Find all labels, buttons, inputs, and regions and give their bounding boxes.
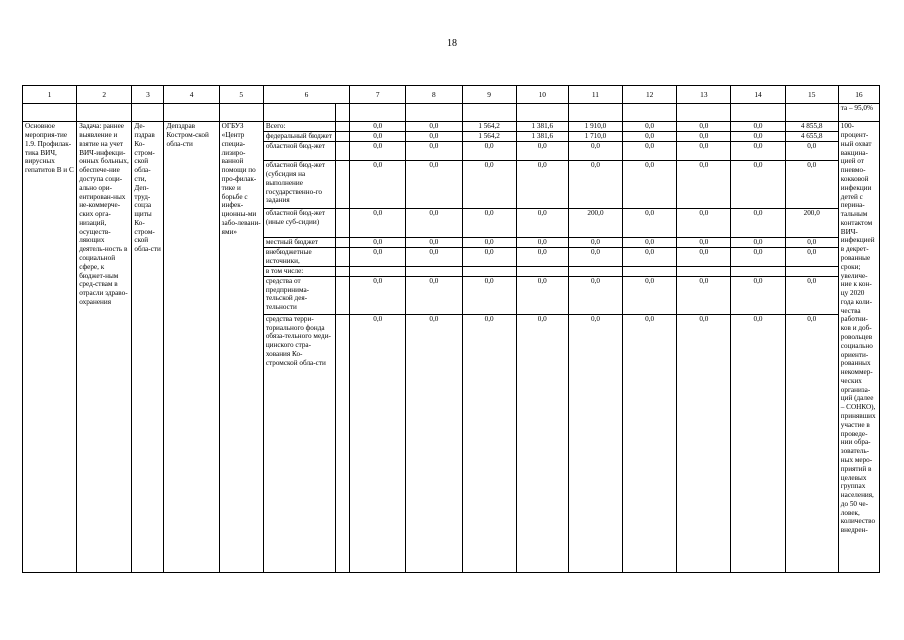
empty-cell [263,104,335,122]
funding-value-cell: 4 855,8 [785,122,838,132]
funding-value-cell: 0,0 [568,314,622,572]
funding-value-cell: 0,0 [623,276,677,314]
funding-value-cell: 200,0 [785,209,838,238]
empty-cell [350,104,406,122]
funding-value-cell [462,266,516,276]
continuation-row [23,104,880,122]
funding-value-cell: 0,0 [406,248,462,267]
funding-value-cell: 0,0 [677,248,731,267]
funding-value-cell: 0,0 [731,248,785,267]
funding-value-cell [677,266,731,276]
funding-value-cell: 0,0 [677,132,731,142]
empty-cell [462,104,516,122]
funding-value-cell [623,266,677,276]
header-cell: 1 [23,86,77,104]
header-cell: 13 [677,86,731,104]
funding-value-cell: 0,0 [406,122,462,132]
header-cell: 7 [350,86,406,104]
header-cell: 8 [406,86,462,104]
funding-value-cell: 0,0 [623,122,677,132]
empty-cell [731,104,785,122]
funding-value-cell: 0,0 [677,122,731,132]
page-number: 18 [447,38,457,49]
funding-value-cell: 0,0 [731,209,785,238]
funding-value-cell: 0,0 [350,122,406,132]
funding-value-cell: 0,0 [785,248,838,267]
funding-value-cell: 0,0 [406,276,462,314]
empty-cell [77,104,132,122]
funding-value-cell: 0,0 [462,314,516,572]
funding-value-cell: 0,0 [568,238,622,248]
funding-value-cell [516,266,568,276]
header-cell: 9 [462,86,516,104]
funding-value-cell [785,266,838,276]
funding-value-cell: 0,0 [462,161,516,209]
funding-value-cell: 0,0 [677,276,731,314]
funding-value-cell: 0,0 [568,161,622,209]
funding-value-cell: 0,0 [623,314,677,572]
funding-source-label: местный бюджет [263,238,335,248]
funding-value-cell: 0,0 [785,142,838,161]
header-row [23,86,880,104]
funding-value-cell: 0,0 [516,314,568,572]
funding-source-label: в том числе: [263,266,335,276]
funding-value-cell: 0,0 [350,132,406,142]
header-cell: 10 [516,86,568,104]
funding-value-cell: 0,0 [785,276,838,314]
funding-value-cell: 0,0 [731,238,785,248]
expected-result-cell: 100-процент-ный охват вакцина-цией от пневмо-кокковой инфекции детей с перина-тальным контактом ВИЧ-инфекцией в декрет-рованные сроки; увеличе-ние к кон-цу 2020 года коли-чества работни-ков и доб-ровольцев социально ориенти-рованных некоммер-ческих организа-ций (далее – СОНКО), принявших участие в проведе-нии обра-зователь-ных меро-приятий в целевых группах населения, до 50 че-ловек, количество внедрен- [838,122,879,573]
funding-value-cell: 4 655,8 [785,132,838,142]
funding-value-cell: 0,0 [677,209,731,238]
responsible-cell: Де-пздрав Ко-стром-ской обла-сти, Деп-труд-соцза щиты Ко-стром-ской обла-сти [132,122,164,573]
funding-value-cell: 0,0 [350,161,406,209]
funding-value-cell: 0,0 [350,314,406,572]
header-cell: 12 [623,86,677,104]
funding-value-cell: 0,0 [516,238,568,248]
empty-cell [336,132,350,142]
funding-value-cell: 0,0 [516,276,568,314]
header-cell: 11 [568,86,622,104]
funding-value-cell: 0,0 [516,161,568,209]
funding-value-cell: 0,0 [785,314,838,572]
funding-value-cell: 0,0 [731,142,785,161]
funding-value-cell [731,266,785,276]
funding-source-label: областной бюд-жет [263,142,335,161]
empty-cell [336,122,350,132]
expected-result-continuation: та – 95,0% [838,104,879,122]
funding-value-cell: 0,0 [462,276,516,314]
funding-value-cell: 0,0 [350,276,406,314]
header-cell: 15 [785,86,838,104]
funding-value-cell: 0,0 [516,248,568,267]
funding-value-cell: 0,0 [568,248,622,267]
funding-value-cell: 0,0 [731,276,785,314]
funding-value-cell: 0,0 [406,161,462,209]
empty-cell [336,142,350,161]
empty-cell [516,104,568,122]
executor-cell: ОГБУЗ «Центр специа-лизиро-ванной помощи по про-филак-тике и борьбе с инфек-ционны-ми забо-левани-ями» [219,122,263,573]
funding-value-cell [406,266,462,276]
funding-source-label: Всего: [263,122,335,132]
funding-source-label: внебюджетные источники, [263,248,335,267]
funding-value-cell: 0,0 [568,142,622,161]
empty-cell [568,104,622,122]
funding-value-cell: 0,0 [462,142,516,161]
funding-source-label: областной бюд-жет (субсидия на выполнение государственно-го задания [263,161,335,209]
funding-source-label: федеральный бюджет [263,132,335,142]
funding-value-cell: 0,0 [677,142,731,161]
empty-cell [132,104,164,122]
funding-value-cell: 0,0 [731,314,785,572]
funding-value-cell: 0,0 [623,248,677,267]
header-cell: 4 [164,86,219,104]
funding-value-cell: 0,0 [623,132,677,142]
funding-value-cell: 0,0 [462,248,516,267]
funding-value-cell: 1 710,0 [568,132,622,142]
header-cell: 3 [132,86,164,104]
funding-value-cell: 0,0 [406,238,462,248]
funding-value-cell [350,266,406,276]
funding-value-cell: 0,0 [731,122,785,132]
header-cell: 6 [263,86,349,104]
empty-cell [406,104,462,122]
funding-value-cell: 0,0 [677,161,731,209]
funding-value-cell: 0,0 [731,161,785,209]
empty-cell [164,104,219,122]
event-name-cell: Основное мероприя-тие 1.9. Профилак-тика ВИЧ, вирусных гепатитов В и С [23,122,77,573]
table-row [23,122,880,132]
header-cell: 16 [838,86,879,104]
empty-cell [336,104,350,122]
empty-cell [336,314,350,572]
funding-value-cell: 0,0 [350,142,406,161]
funding-value-cell: 0,0 [568,276,622,314]
funding-value-cell: 0,0 [677,238,731,248]
header-cell: 2 [77,86,132,104]
funding-value-cell: 0,0 [623,142,677,161]
funding-value-cell: 0,0 [406,142,462,161]
empty-cell [336,248,350,267]
funding-value-cell: 200,0 [568,209,622,238]
empty-cell [623,104,677,122]
funding-source-label: средства терри-ториального фонда обяза-тельного меди-цинского стра-хования Ко-стромской обла-сти [263,314,335,572]
header-cell: 14 [731,86,785,104]
empty-cell [23,104,77,122]
funding-value-cell: 0,0 [785,238,838,248]
funding-value-cell [568,266,622,276]
header-cell: 5 [219,86,263,104]
funding-value-cell: 0,0 [731,132,785,142]
empty-cell [336,266,350,276]
funding-source-label: средства от предпринима-тельской дея-тельности [263,276,335,314]
empty-cell [336,209,350,238]
funding-value-cell: 0,0 [406,209,462,238]
empty-cell [219,104,263,122]
funding-value-cell: 0,0 [623,161,677,209]
funding-source-label: областной бюд-жет (иные суб-сидии) [263,209,335,238]
budget-table [22,85,880,573]
empty-cell [785,104,838,122]
funding-value-cell: 0,0 [785,161,838,209]
main-executor-cell: Депздрав Костром-ской обла-сти [164,122,219,573]
funding-value-cell: 0,0 [623,209,677,238]
funding-value-cell: 0,0 [350,238,406,248]
funding-value-cell: 0,0 [406,132,462,142]
funding-value-cell: 1 564,2 [462,132,516,142]
funding-value-cell: 0,0 [350,248,406,267]
funding-value-cell: 1 910,0 [568,122,622,132]
funding-value-cell: 1 381,6 [516,122,568,132]
table-body [23,122,880,573]
funding-value-cell: 0,0 [677,314,731,572]
empty-cell [677,104,731,122]
funding-value-cell: 0,0 [406,314,462,572]
funding-value-cell: 1 564,2 [462,122,516,132]
funding-value-cell: 1 381,6 [516,132,568,142]
task-cell: Задача: раннее выявление и взятие на учет ВИЧ-инфекци-онных больных, обеспече-ние доступа соци-ально ори-ентирован-ных не-коммерче-ских орга-низаций, осуществ-ляющих деятель-ность в социальной сфере, к бюджет-ным сред-ствам в отрасли здраво-охранения [77,122,132,573]
funding-value-cell: 0,0 [350,209,406,238]
funding-value-cell: 0,0 [623,238,677,248]
funding-value-cell: 0,0 [462,238,516,248]
empty-cell [336,161,350,209]
funding-value-cell: 0,0 [516,209,568,238]
empty-cell [336,238,350,248]
funding-value-cell: 0,0 [516,142,568,161]
funding-value-cell: 0,0 [462,209,516,238]
empty-cell [336,276,350,314]
